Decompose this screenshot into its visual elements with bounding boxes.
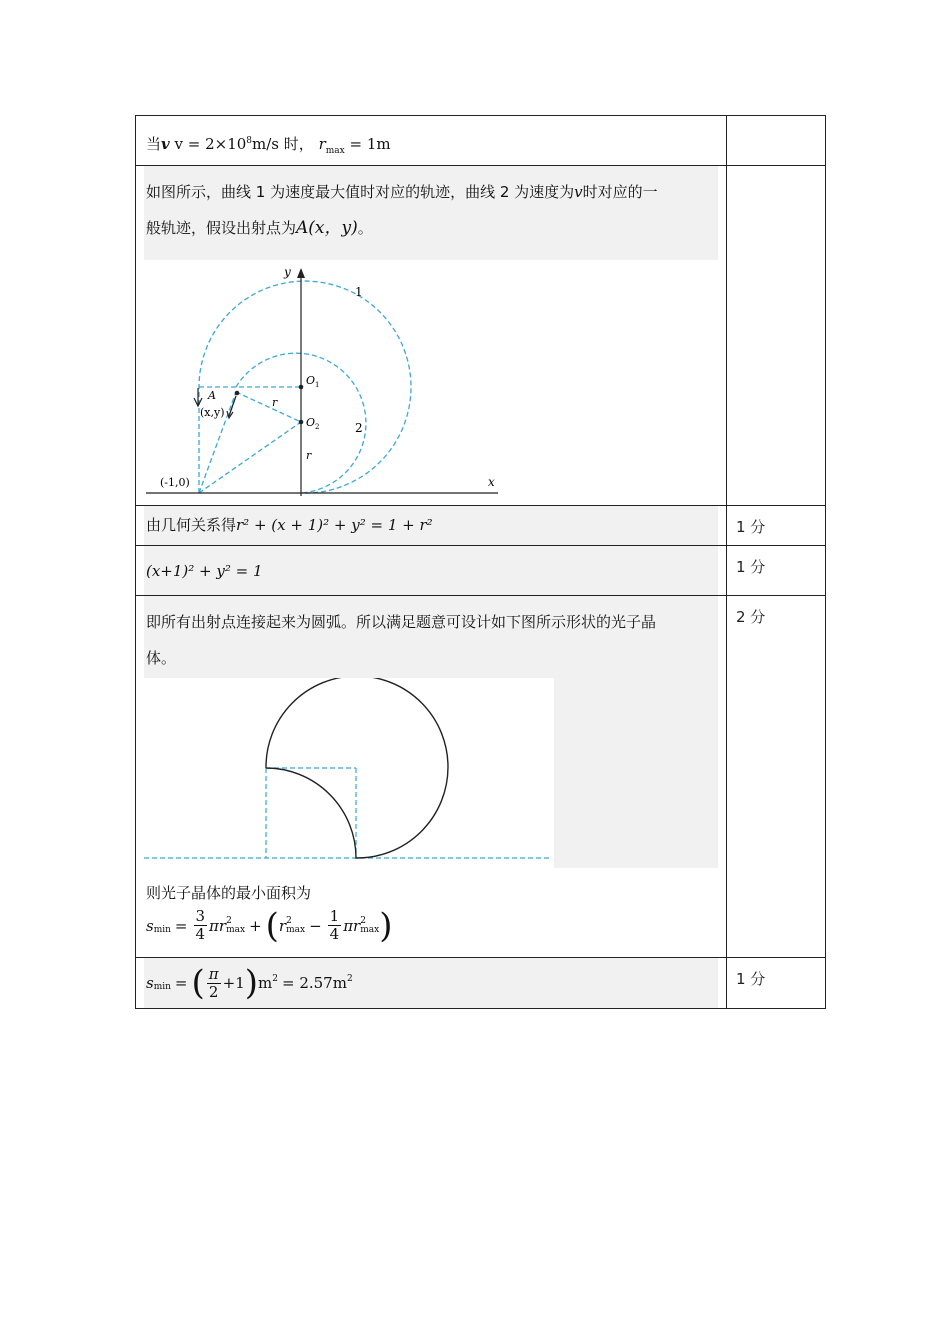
crystal-figure [144,678,554,868]
score-cell-4: 1 分 [727,546,826,596]
circle-equation-line [144,546,718,595]
circle-equation: (x+1)² + y² = 1 [146,562,263,580]
svg-text:A: A [208,389,216,402]
speed-condition-line: 当v $v = 2\times 10^8m/s$ 时， $r_{max} = 1m$ [146,135,391,156]
svg-text:O1: $O_1$ [306,374,320,389]
row-circle-equation [136,546,826,596]
row-crystal-shape [136,596,826,958]
svg-text:(x,y): (x,y) [200,406,225,419]
geometry-formula: r² + (x + 1)² + y² = 1 + r² [236,516,433,534]
trajectory-text: 如图所示，曲线 1 为速度最大值时对应的轨迹，曲线 2 为速度为v时对应的一 般轨迹，假设出射点为A(x，y)。 [144,166,718,260]
point-A [235,391,240,396]
score-cell-2 [727,166,826,506]
svg-text:1: 1 [355,285,363,299]
area-text: 则光子晶体的最小面积为 [146,884,312,902]
svg-text:2: 2 [355,421,363,435]
score-cell-6: 1 分 [727,958,826,1009]
row-geometry [136,506,826,546]
solution-table [135,115,826,1009]
svg-text:O2: $O_2$ [306,416,320,431]
svg-text:x: x [488,475,495,489]
final-area-formula: s $_{min}$ = ( $\frac{\pi}{2}$ +1 ) m $^2$ = 2.57m $^2$ [144,958,718,1008]
v-symbol: v [161,135,170,153]
svg-text:y: y [284,265,291,279]
curve-1 [199,281,411,493]
point-O2 [299,420,304,425]
y-axis-arrow [297,268,305,278]
svg-text:r: r [306,449,312,462]
row-speed-condition [136,116,826,166]
score-cell-3: 1 分 [727,506,826,546]
svg-text:r: r [272,396,278,409]
dash-to-O2 [199,422,301,493]
score-cell-5: 2 分 [727,596,826,958]
trajectory-figure [136,260,726,505]
crystal-text: 即所有出射点连接起来为圆弧。所以满足题意可设计如下图所示形状的光子晶 体。 [144,596,718,676]
solution-sheet [135,115,815,1009]
dash-A-O2 [236,392,301,422]
area-formula: s $_{min}$ = $\frac{3}{4}$ π r 2 max + ( r 2 max − $\frac{1}{4}$ π r 2 max ) [146,905,393,946]
crystal-figure-wrap [144,676,718,868]
score-cell-1 [727,116,826,166]
point-O1 [299,385,304,390]
row-trajectory [136,166,826,506]
svg-text:(-1,0): (-1,0) [160,476,190,489]
row-final-area [136,958,826,1009]
geometry-line: 由几何关系得r² + (x + 1)² + y² = 1 + r² [144,506,718,545]
